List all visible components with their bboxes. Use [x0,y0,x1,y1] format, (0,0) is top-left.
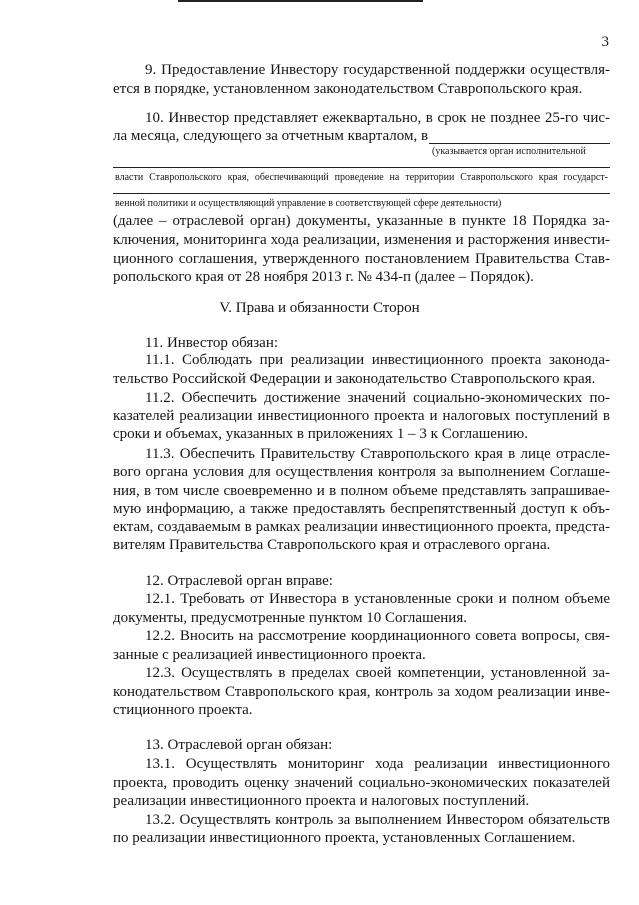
top-edge-rule [178,0,423,2]
section-heading: V. Права и обязанности Сторон [219,300,420,316]
text-line: реализации инвестиционного проекта и налоговых поступлений. [113,793,530,809]
fill-in-blank-line [429,143,610,144]
text-line: 13.1. Осуществлять мониторинг хода реализации инвестиционного [145,756,610,772]
text-line: мую информацию, а также предоставлять беспрепятственный доступ к объ- [113,501,610,517]
text-line: (далее – отраслевой орган) документы, указанные в пункте 18 Порядка за- [113,213,610,229]
text-line: 12. Отраслевой орган вправе: [145,573,333,589]
text-line: занные с реализацией инвестиционного проекта. [113,647,426,663]
text-line: 10. Инвестор представляет ежеквартально, в срок не позднее 25-го чис- [145,110,610,126]
text-line: 11.1. Соблюдать при реализации инвестиционного проекта законода- [145,352,610,368]
text-line: ется в порядке, установленном законодательством Ставропольского края. [113,81,583,97]
fill-in-blank-line [113,167,610,168]
text-line: ключения, мониторинга хода реализации, изменения и расторжения инвести- [113,232,610,248]
text-line: ропольского края от 28 ноября 2013 г. № 434-п (далее – Порядок). [113,269,534,285]
text-line: вого органа условия для осуществления контроля за выполнением Соглаше- [113,464,610,480]
text-line: ционного соглашения, утвержденного постановлением Правительства Став- [113,251,610,267]
text-line: сроки и объемах, указанных в приложениях 1 – 3 к Соглашению. [113,426,528,442]
text-line: 11.2. Обеспечить достижение значений социально-экономических по- [145,390,610,406]
text-line: 12.1. Требовать от Инвестора в установленные сроки и полном объеме [145,591,610,607]
text-line: по реализации инвестиционного проекта, установленных Соглашением. [113,830,576,846]
text-line: проекта, проводить оценку значений социально-экономических показателей [113,775,610,791]
text-line: 9. Предоставление Инвестору государственной поддержки осуществля- [145,62,610,78]
text-line: казателей реализации инвестиционного проекта и налоговых поступлений в [113,408,610,424]
text-line: 12.2. Вносить на рассмотрение координационного совета вопросы, свя- [145,628,610,644]
page-number: 3 [601,34,609,50]
footnote-hint: венной политики и осуществляющий управление в соответствующей сфере деятельности) [115,198,502,209]
footnote-hint: (указывается орган исполнительной [432,146,586,157]
text-line: вителям Правительства Ставропольского края и отраслевого органа. [113,537,551,553]
text-line: ния, в том числе своевременно и в полном объеме представлять запрашивае- [113,483,610,499]
text-line: ла месяца, следующего за отчетным кварталом, в [113,128,429,144]
footnote-hint: власти Ставропольского края, обеспечивающий проведение на территории Ставропольского края государст- [115,172,608,183]
text-line: стиционного проекта. [113,702,253,718]
text-line: 12.3. Осуществлять в пределах своей компетенции, установленной за- [145,665,610,681]
fill-in-blank-line [113,193,610,194]
text-line: документы, предусмотренные пунктом 10 Соглашения. [113,610,467,626]
text-line: 11.3. Обеспечить Правительству Ставропольского края в лице отрасле- [145,446,610,462]
text-line: 13.2. Осуществлять контроль за выполнением Инвестором обязательств [145,812,610,828]
text-line: 13. Отраслевой орган обязан: [145,737,333,753]
text-line: ектам, создаваемым в рамках реализации инвестиционного проекта, предста- [113,519,610,535]
text-line: тельство Российской Федерации и законодательство Ставропольского края. [113,371,596,387]
text-line: 11. Инвестор обязан: [145,335,279,351]
text-line: конодательством Ставропольского края, контроль за ходом реализации инве- [113,684,610,700]
